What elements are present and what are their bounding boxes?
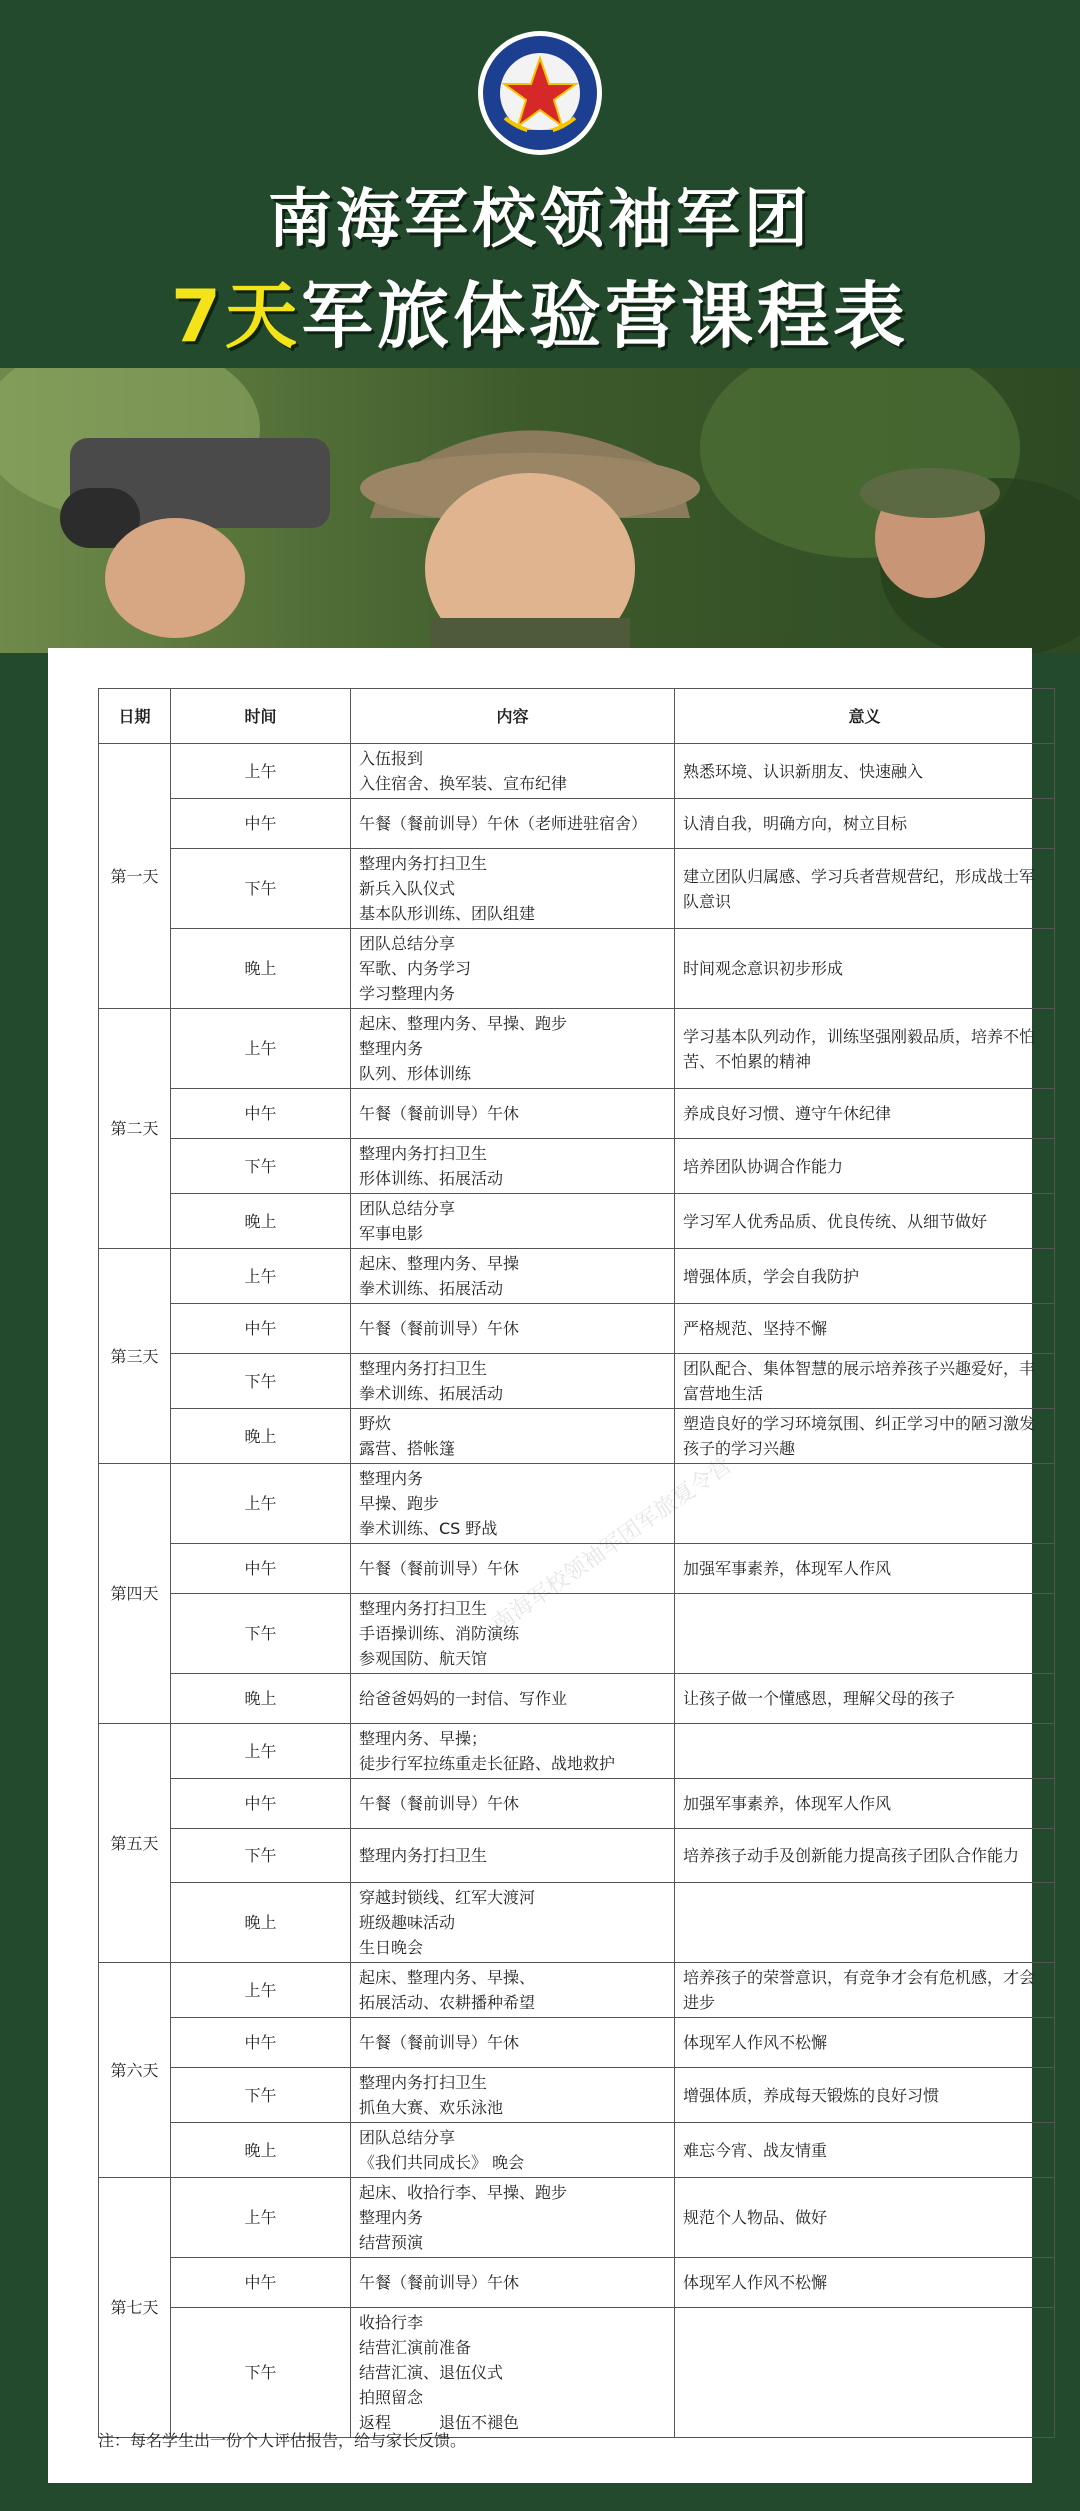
title-highlight: 7天 [170,274,302,358]
content-cell: 给爸爸妈妈的一封信、写作业 [351,1674,675,1724]
meaning-cell [675,2308,1055,2438]
content-cell: 午餐（餐前训导）午休 [351,1089,675,1139]
table-body [99,744,1055,2438]
time-cell: 上午 [171,1464,351,1544]
content-cell: 收拾行李 结营汇演前准备 结营汇演、退伍仪式 拍照留念 返程 退伍不褪色 [351,2308,675,2438]
content-cell: 团队总结分享 军事电影 [351,1194,675,1249]
time-cell: 晚上 [171,2123,351,2178]
meaning-cell: 增强体质，学会自我防护 [675,1249,1055,1304]
content-cell: 起床、整理内务、早操、 拓展活动、农耕播种希望 [351,1963,675,2018]
hero-photo [0,368,1080,653]
table-row [99,929,1055,1009]
meaning-cell: 熟悉环境、认识新朋友、快速融入 [675,744,1055,799]
content-cell: 午餐（餐前训导）午休 [351,1544,675,1594]
meaning-cell [675,1883,1055,1963]
table-row [99,1724,1055,1779]
table-row [99,2258,1055,2308]
day-cell: 第三天 [99,1249,171,1464]
meaning-cell: 认清自我，明确方向，树立目标 [675,799,1055,849]
table-row [99,1409,1055,1464]
table-row [99,1963,1055,2018]
content-cell: 整理内务打扫卫生 抓鱼大赛、欢乐泳池 [351,2068,675,2123]
meaning-cell: 规范个人物品、做好 [675,2178,1055,2258]
content-cell: 起床、整理内务、早操 拳术训练、拓展活动 [351,1249,675,1304]
time-cell: 中午 [171,799,351,849]
footer-note: 注：每名学生出一份个人评估报告，给与家长反馈。 [98,2431,467,2450]
meaning-cell: 学习军人优秀品质、优良传统、从细节做好 [675,1194,1055,1249]
meaning-cell: 难忘今宵、战友情重 [675,2123,1055,2178]
day-cell: 第七天 [99,2178,171,2438]
time-cell: 下午 [171,1829,351,1883]
time-cell: 上午 [171,1963,351,2018]
table-row [99,1594,1055,1674]
content-cell: 午餐（餐前训导）午休（老师进驻宿舍） [351,799,675,849]
meaning-cell: 团队配合、集体智慧的展示培养孩子兴趣爱好，丰富营地生活 [675,1354,1055,1409]
time-cell: 下午 [171,2308,351,2438]
table-row [99,1249,1055,1304]
time-cell: 上午 [171,744,351,799]
table-row [99,2068,1055,2123]
content-cell: 团队总结分享 军歌、内务学习 学习整理内务 [351,929,675,1009]
content-cell: 整理内务打扫卫生 [351,1829,675,1883]
content-cell: 整理内务打扫卫生 形体训练、拓展活动 [351,1139,675,1194]
table-row [99,1544,1055,1594]
time-cell: 下午 [171,1594,351,1674]
content-cell: 午餐（餐前训导）午休 [351,2018,675,2068]
day-cell: 第六天 [99,1963,171,2178]
content-cell: 整理内务、早操； 徒步行军拉练重走长征路、战地救护 [351,1724,675,1779]
schedule-table [98,688,1055,2438]
time-cell: 下午 [171,1354,351,1409]
academy-badge-icon [475,28,605,158]
content-cell: 野炊 露营、搭帐篷 [351,1409,675,1464]
table-row [99,1883,1055,1963]
time-cell: 中午 [171,1304,351,1354]
content-cell: 整理内务 早操、跑步 拳术训练、CS 野战 [351,1464,675,1544]
table-row [99,1194,1055,1249]
meaning-cell: 培养团队协调合作能力 [675,1139,1055,1194]
time-cell: 晚上 [171,1883,351,1963]
table-row [99,1464,1055,1544]
content-cell: 午餐（餐前训导）午休 [351,2258,675,2308]
content-cell: 午餐（餐前训导）午休 [351,1779,675,1829]
meaning-cell [675,1464,1055,1544]
meaning-cell: 塑造良好的学习环境氛围、纠正学习中的陋习激发孩子的学习兴趣 [675,1409,1055,1464]
table-row [99,1829,1055,1883]
content-cell: 起床、整理内务、早操、跑步 整理内务 队列、形体训练 [351,1009,675,1089]
table-row [99,849,1055,929]
header-meaning: 意义 [675,689,1055,744]
table-row [99,1089,1055,1139]
meaning-cell: 严格规范、坚持不懈 [675,1304,1055,1354]
time-cell: 下午 [171,2068,351,2123]
meaning-cell: 体现军人作风不松懈 [675,2018,1055,2068]
meaning-cell [675,1724,1055,1779]
table-row [99,1139,1055,1194]
time-cell: 晚上 [171,1409,351,1464]
meaning-cell: 培养孩子的荣誉意识，有竞争才会有危机感，才会进步 [675,1963,1055,2018]
day-cell: 第四天 [99,1464,171,1724]
meaning-cell: 体现军人作风不松懈 [675,2258,1055,2308]
table-header-row [99,689,1055,744]
meaning-cell: 加强军事素养，体现军人作风 [675,1544,1055,1594]
time-cell: 中午 [171,1779,351,1829]
day-cell: 第五天 [99,1724,171,1963]
table-row [99,799,1055,849]
meaning-cell [675,1594,1055,1674]
content-cell: 整理内务打扫卫生 新兵入队仪式 基本队形训练、团队组建 [351,849,675,929]
content-cell: 起床、收拾行李、早操、跑步 整理内务 结营预演 [351,2178,675,2258]
page-title-line2 [0,258,1080,362]
title-rest: 军旅体验营课程表 [301,274,910,358]
table-row [99,1009,1055,1089]
table-row [99,2018,1055,2068]
time-cell: 上午 [171,1009,351,1089]
table-row [99,1304,1055,1354]
table-row [99,2308,1055,2438]
watermark-text: 南海军校领袖军团军旅夏令营 [487,1452,737,1638]
meaning-cell: 时间观念意识初步形成 [675,929,1055,1009]
time-cell: 中午 [171,1544,351,1594]
time-cell: 中午 [171,2258,351,2308]
time-cell: 上午 [171,1249,351,1304]
content-cell: 团队总结分享 《我们共同成长》 晚会 [351,2123,675,2178]
time-cell: 下午 [171,849,351,929]
header-date: 日期 [99,689,171,744]
page-title-line1: 南海军校领袖军团 [268,183,812,257]
table-row [99,2123,1055,2178]
content-cell: 入伍报到 入住宿舍、换军装、宣布纪律 [351,744,675,799]
table-row [99,1779,1055,1829]
day-cell: 第二天 [99,1009,171,1249]
time-cell: 晚上 [171,929,351,1009]
schedule-card [48,648,1036,2483]
time-cell: 晚上 [171,1194,351,1249]
meaning-cell: 养成良好习惯、遵守午休纪律 [675,1089,1055,1139]
meaning-cell: 增强体质，养成每天锻炼的良好习惯 [675,2068,1055,2123]
meaning-cell: 培养孩子动手及创新能力提高孩子团队合作能力 [675,1829,1055,1883]
table-row [99,1354,1055,1409]
header-content: 内容 [351,689,675,744]
time-cell: 中午 [171,2018,351,2068]
content-cell: 整理内务打扫卫生 拳术训练、拓展活动 [351,1354,675,1409]
content-cell: 穿越封锁线、红军大渡河 班级趣味活动 生日晚会 [351,1883,675,1963]
time-cell: 上午 [171,1724,351,1779]
time-cell: 上午 [171,2178,351,2258]
content-cell: 整理内务打扫卫生 手语操训练、消防演练 参观国防、航天馆 [351,1594,675,1674]
meaning-cell: 建立团队归属感、学习兵者营规营纪，形成战士军队意识 [675,849,1055,929]
meaning-cell: 学习基本队列动作，训练坚强刚毅品质，培养不怕苦、不怕累的精神 [675,1009,1055,1089]
time-cell: 下午 [171,1139,351,1194]
header-banner [0,0,1080,368]
header-time: 时间 [171,689,351,744]
day-cell: 第一天 [99,744,171,1009]
content-cell: 午餐（餐前训导）午休 [351,1304,675,1354]
time-cell: 中午 [171,1089,351,1139]
meaning-cell: 加强军事素养，体现军人作风 [675,1779,1055,1829]
table-row [99,1674,1055,1724]
table-row [99,744,1055,799]
time-cell: 晚上 [171,1674,351,1724]
table-row [99,2178,1055,2258]
meaning-cell: 让孩子做一个懂感恩，理解父母的孩子 [675,1674,1055,1724]
hero-photo-illustration [0,368,1080,653]
